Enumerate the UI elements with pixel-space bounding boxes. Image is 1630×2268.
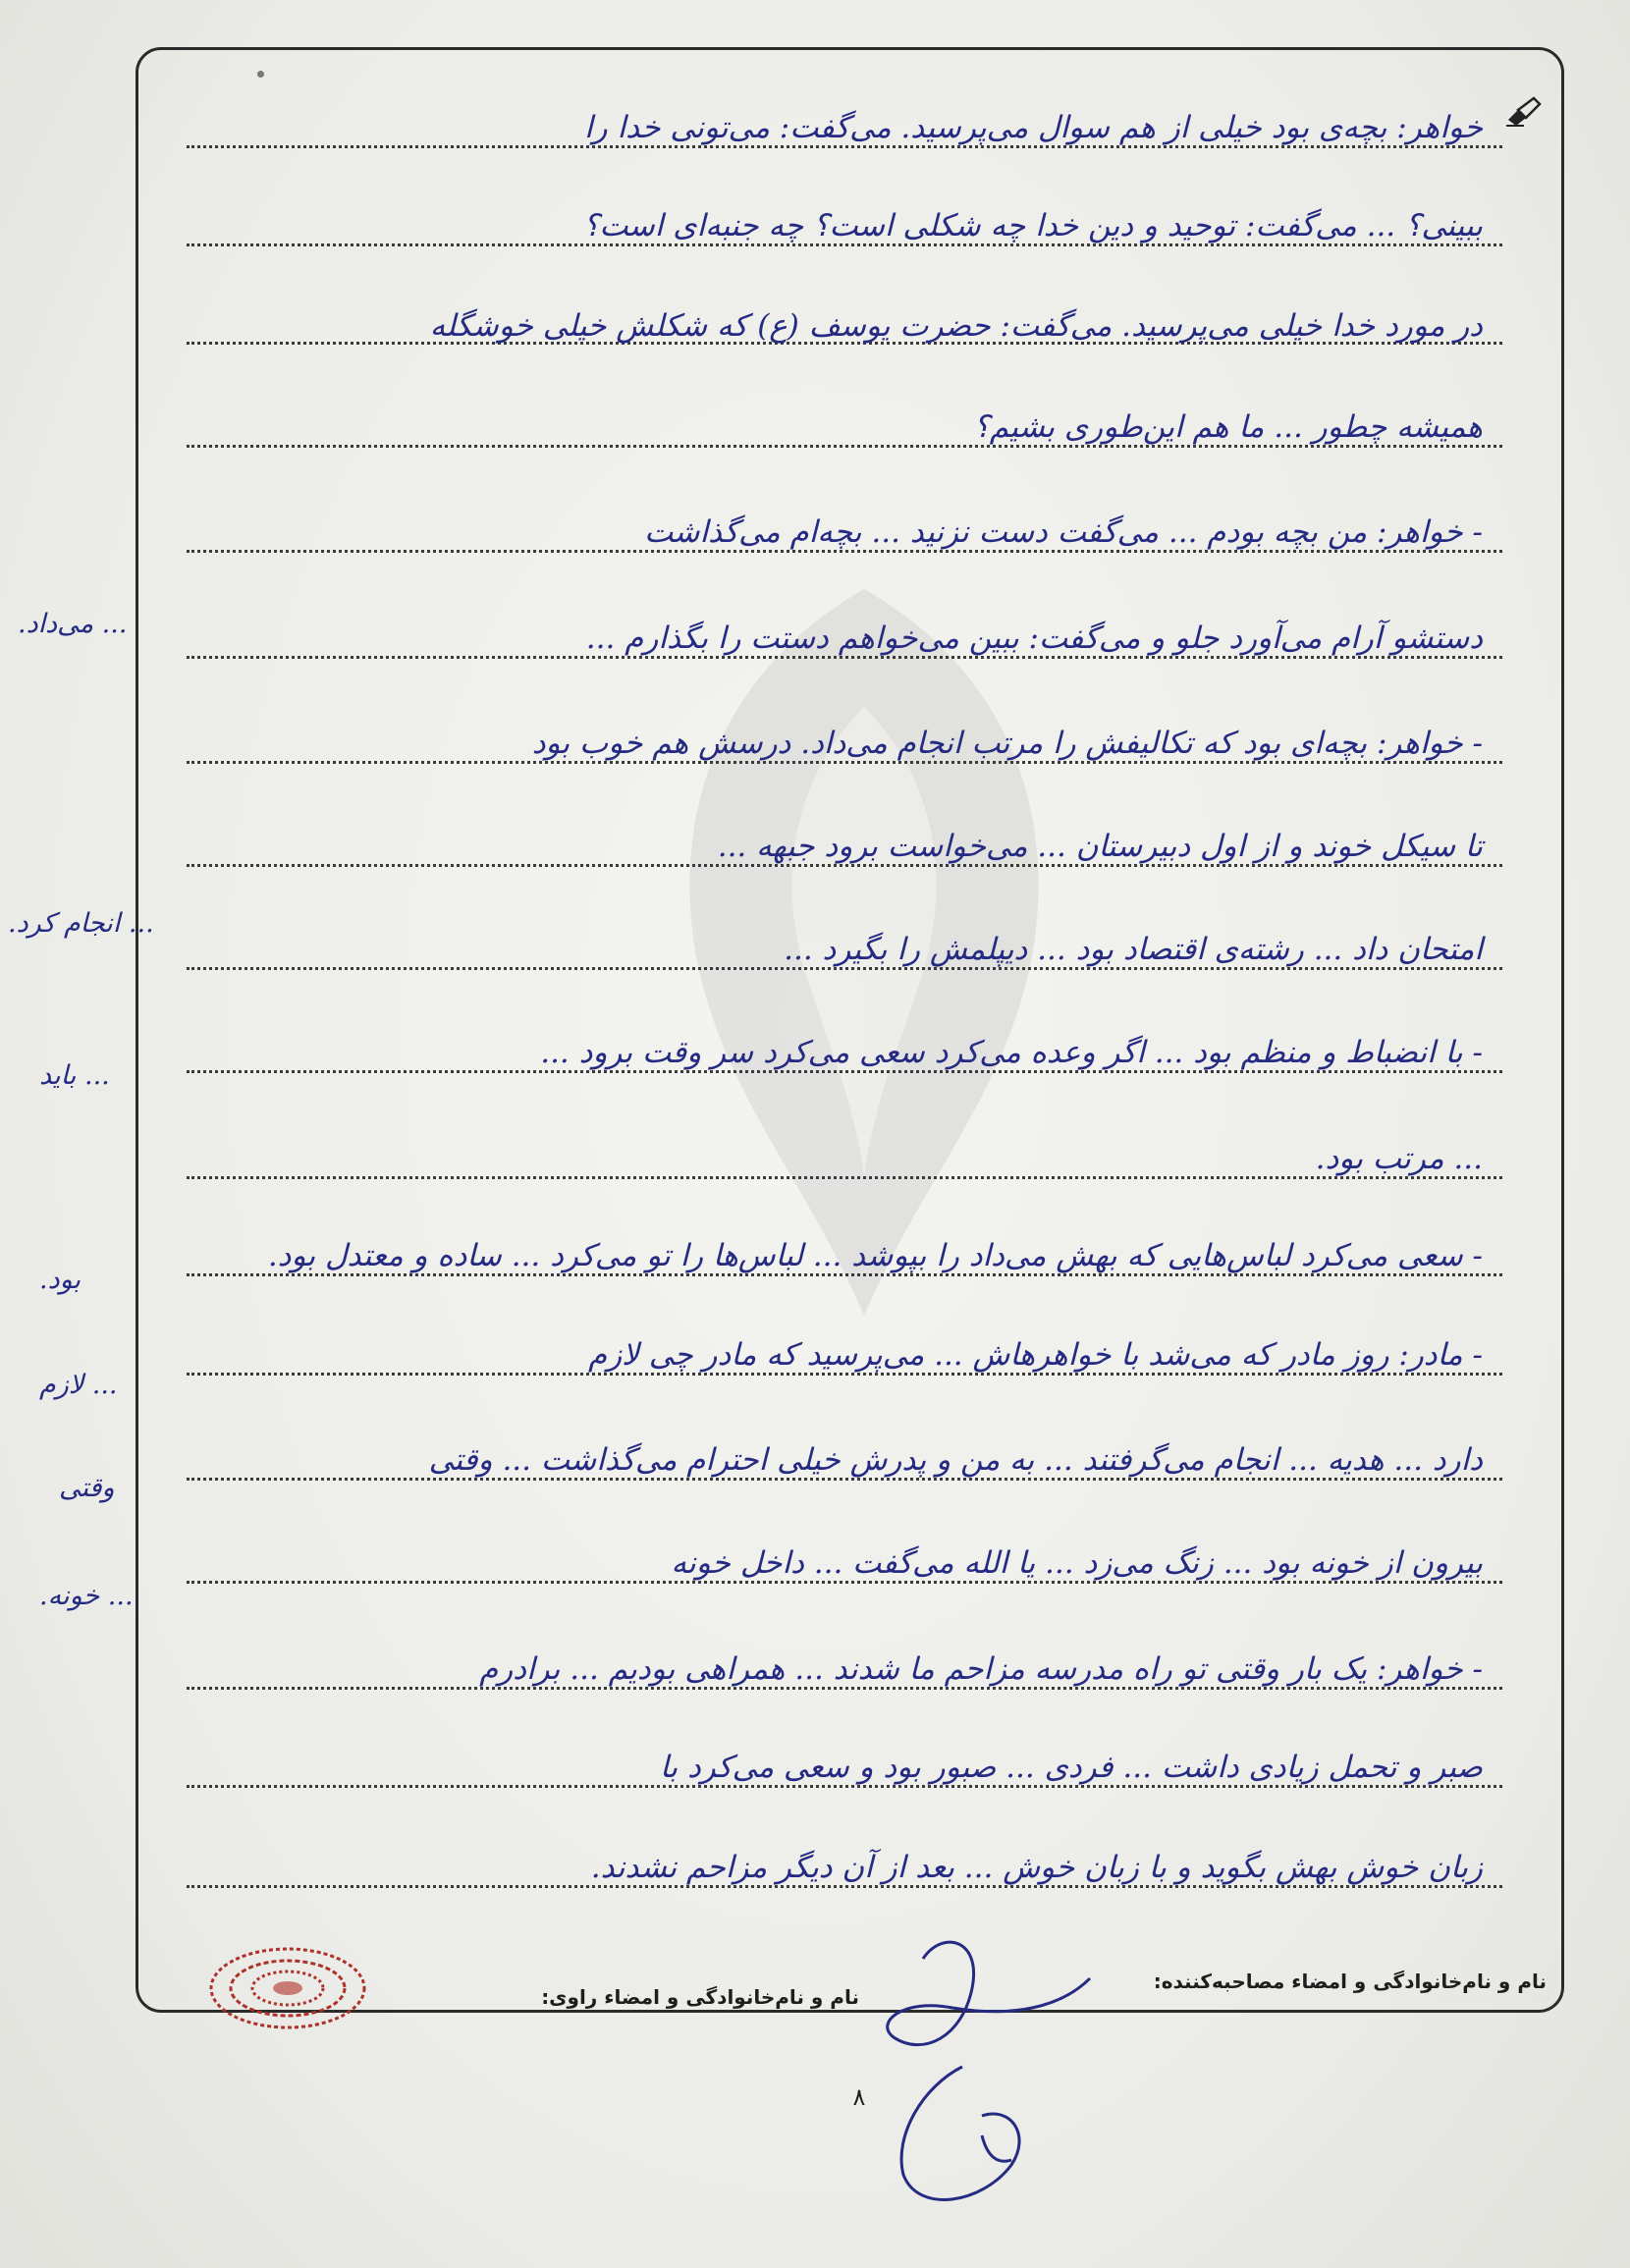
narrator-signature-label: نام و نام‌خانوادگی و امضاء راوی: bbox=[541, 1985, 859, 2009]
margin-note: بود. bbox=[39, 1265, 82, 1295]
margin-note: ... خونه. bbox=[39, 1581, 134, 1611]
transcript-line: بیرون از خونه بود ... زنگ می‌زد ... یا الله می‌گفت ... داخل خونه bbox=[671, 1545, 1483, 1581]
dotted-rule bbox=[187, 1176, 1502, 1179]
margin-note: ... انجام کرد. bbox=[8, 908, 154, 939]
transcript-line: صبر و تحمل زیادی داشت ... فردی ... صبور بود و سعی می‌کرد با bbox=[660, 1750, 1483, 1785]
interviewer-signature-label: نام و نام‌خانوادگی و امضاء مصاحبه‌کننده: bbox=[1153, 1970, 1547, 1993]
transcript-line: - با انضباط و منظم بود ... اگر وعده می‌کرد سعی می‌کرد سر وقت برود ... bbox=[540, 1035, 1483, 1070]
transcript-line: - خواهر: بچه‌ای بود که تکالیفش را مرتب انجام می‌داد. درسش هم خوب بود bbox=[531, 726, 1483, 761]
page-number: ۸ bbox=[852, 2083, 866, 2111]
transcript-line: دارد ... هدیه ... انجام می‌گرفتند ... به من و پدرش خیلی احترام می‌گذاشت ... وقتی bbox=[428, 1442, 1483, 1478]
transcript-line: - مادر: روز مادر که می‌شد با خواهرهاش ... می‌پرسید که مادر چی لازم bbox=[588, 1337, 1483, 1373]
margin-note: ... باید bbox=[39, 1060, 110, 1091]
transcript-line: ببینی؟ ... می‌گفت: توحید و دین خدا چه شکلی است؟ چه جنبه‌ای است؟ bbox=[582, 208, 1483, 243]
transcript-line: - خواهر: من بچه بودم ... می‌گفت دست نزنید ... بچه‌ام می‌گذاشت bbox=[644, 514, 1483, 550]
transcript-line: امتحان داد ... رشته‌ی اقتصاد بود ... دیپلمش را بگیرد ... bbox=[784, 932, 1483, 967]
transcript-line: - خواهر: یک بار وقتی تو راه مدرسه مزاحم ما شدند ... همراهی بودیم ... برادرم bbox=[479, 1651, 1483, 1687]
margin-note: وقتی bbox=[59, 1473, 115, 1503]
transcript-line: دستشو آرام می‌آورد جلو و می‌گفت: ببین می‌خواهم دستت را بگذارم ... bbox=[585, 621, 1483, 656]
transcript-line: - سعی می‌کرد لباس‌هایی که بهش می‌داد را بپوشد ... لباس‌ها را تو می‌کرد ... ساده و معتدل بود. bbox=[267, 1238, 1483, 1273]
transcript-line: در مورد خدا خیلی می‌پرسید. می‌گفت: حضرت یوسف (ع) که شکلش خیلی خوشگله bbox=[429, 308, 1483, 344]
transcript-line: خواهر: بچه‌ی بود خیلی از هم سوال می‌پرسید. می‌گفت: می‌تونی خدا را bbox=[584, 110, 1483, 145]
margin-note: ... می‌داد. bbox=[18, 609, 128, 639]
transcript-line: زبان خوش بهش بگوید و با زبان خوش ... بعد از آن دیگر مزاحم نشدند. bbox=[590, 1850, 1483, 1885]
transcript-line: همیشه چطور ... ما هم این‌طوری بشیم؟ bbox=[973, 409, 1483, 445]
transcript-line: تا سیکل خوند و از اول دبیرستان ... می‌خواست برود جبهه ... bbox=[717, 829, 1483, 864]
transcript-line: ... مرتب بود. bbox=[1315, 1141, 1483, 1176]
fingerprint-stamp bbox=[204, 1939, 371, 2037]
handwritten-signature bbox=[864, 1919, 1100, 2214]
margin-note: ... لازم bbox=[39, 1370, 118, 1400]
